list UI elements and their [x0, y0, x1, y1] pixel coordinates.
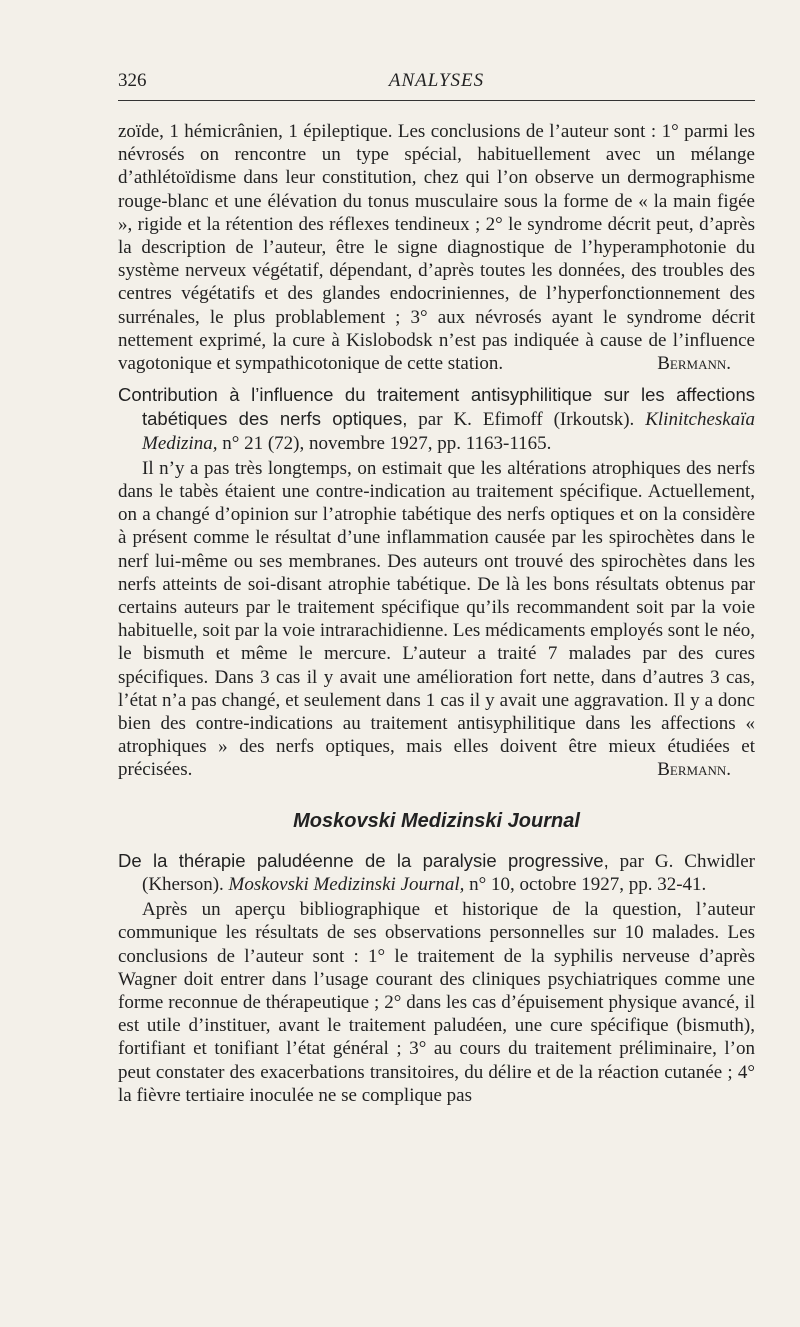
header-rule	[118, 100, 755, 101]
article-1-body	[118, 457, 755, 782]
article-2-author: par G. Chwidler (Kherson).	[142, 850, 755, 895]
section-title: Moskovski Medizinski Journal	[293, 809, 580, 832]
article-2-ref: n° 10, octobre 1927, pp. 32-41.	[469, 873, 707, 895]
continued-paragraph	[118, 120, 755, 375]
signature-1: Bermann.	[657, 353, 731, 375]
continued-paragraph-text: zoïde, 1 hémicrânien, 1 épileptique. Les conclusions de l’auteur sont : 1° parmi les névrosés on rencontre un type spécial, habituellement avec un mélange d’athlétoïdisme dans leur constitution, chez qui l’on observe un dermographisme rouge-blanc et une élévation du tonus musculaire sous la forme de « la main figée », rigide et la rétention des réflexes tendineux ; 2° le syndrome décrit peut, d’après la description de l’auteur, être le signe diagnostique de l’hyperamphotonie du système nerveux végétatif, dépendant, d’après toutes les données, des troubles des centres végétatifs et des glandes endocriniennes, de l’hyperfonctionnement des surrénales, le plus problablement ; 3° aux névrosés ayant le syndrome décrit nettement exprimé, la cure à Kislobodsk n’est pas indiquée à cause de l’influence vagotonique et sympathicotonique de cette station.	[118, 121, 755, 375]
article-1-author: par K. Efimoff (Irkoutsk).	[418, 409, 635, 431]
page	[118, 62, 755, 1107]
article-2-body: Après un aperçu bibliographique et historique de la question, l’auteur communique les résultats de ses observations personnelles sur 10 malades. Les conclusions de l’auteur sont : 1° le traitement de la syphilis nerveuse d’après Wagner doit entrer dans l’usage courant des cliniques psychiatriques comme une forme reconnue de thérapeutique ; 2° dans les cas d’épuisement physique avancé, il est utile d’instituer, avant le traitement paludéen, une cure spécifique (bismuth), fortifiant et tonifiant l’état général ; 3° au cours du traitement préliminaire, l’on peut constater des exacerbations transitoires, du délire et de la réaction cutanée ; 4° la fièvre tertiaire inoculée ne se complique pas	[118, 899, 755, 1106]
article-1-heading	[118, 383, 755, 455]
running-header	[118, 62, 755, 102]
article-1-ref: n° 21 (72), novembre 1927, pp. 1163-1165.	[222, 432, 552, 454]
running-title: ANALYSES	[388, 70, 485, 91]
article-2-title: De la thérapie paludéenne de la paralysie progressive,	[118, 849, 609, 871]
article-2-heading	[118, 849, 755, 896]
article-2-journal: Moskovski Medizinski Journal,	[228, 873, 465, 895]
page-number: 326	[118, 70, 147, 91]
signature-2: Bermann.	[657, 759, 731, 781]
article-1-journal: Klinitcheskaïa Medizina,	[142, 409, 755, 454]
article-1-title: Contribution à l’influence du traitement antisyphilitique sur les affections tabétiques des nerfs optiques,	[118, 384, 755, 430]
article-1-body-text: Il n’y a pas très longtemps, on estimait que les altérations atrophiques des nerfs dans le tabès étaient une contre-indication au traitement spécifique. Actuellement, on a changé d’opinion sur l’atrophie tabétique des nerfs optiques et on la considère à présent comme le résultat d’une inflammation causée par les spirochètes dans le nerf lui-même ou ses membranes. Des auteurs ont trouvé des spirochètes dans les nerfs atteints de soi-disant atrophie tabétique. De là les bons résultats obtenus par certains auteurs par le traitement spécifique qu’ils recommandent soit par la voie habituelle, soit par la voie intrarachidienne. Les médicaments employés sont le néo, le bismuth et même le mercure. L’auteur a traité 7 malades par des cures spécifiques. Dans 3 cas il y avait une amélioration fort nette, dans d’autres 3 cas, l’état n’a pas changé, et seulement dans 1 cas il y avait une aggravation. Il y a donc bien des contre-indications au traitement antisyphilitique dans les affections « atrophiques » des nerfs optiques, mais elles doivent être mieux étudiées et précisées.	[118, 457, 755, 781]
